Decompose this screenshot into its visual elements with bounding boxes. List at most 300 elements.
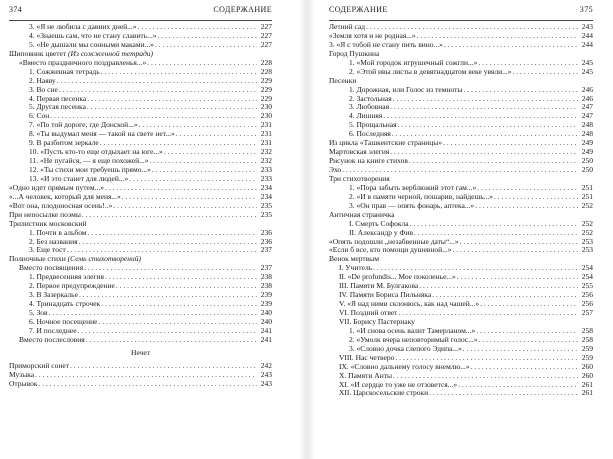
entry-title-text: Полночные стихи — [9, 255, 66, 264]
toc-entry — [9, 238, 272, 247]
toc-entry — [329, 220, 593, 229]
running-title: СОДЕРЖАНИЕ — [329, 5, 388, 14]
entry-title — [29, 175, 128, 184]
entry-title-text: 1. Сожженная тетрадь — [29, 67, 100, 76]
toc-entry — [9, 148, 272, 157]
header-rule — [329, 20, 593, 21]
entry-page-number: 232 — [260, 156, 272, 166]
entry-title — [9, 193, 121, 202]
entry-title-text: «Вместо праздничного поздравленья...» — [19, 58, 147, 67]
entry-title-text: 3. В Зазеркалье — [29, 291, 78, 300]
entry-title — [329, 50, 379, 59]
entry-title — [339, 264, 372, 273]
toc-entry — [9, 121, 272, 130]
dot-leader — [457, 273, 578, 282]
entry-title — [339, 354, 394, 363]
entry-title-text: Античная страничка — [329, 210, 395, 219]
entry-title-text: 1. Предвесенняя элегия — [29, 273, 104, 282]
right-page — [329, 6, 593, 398]
dot-leader — [463, 86, 578, 95]
entry-page-number: 249 — [581, 147, 593, 157]
toc-entry — [329, 121, 593, 130]
entry-page-number: 241 — [260, 325, 272, 335]
dot-leader — [87, 103, 257, 112]
entry-page-number: 230 — [260, 111, 272, 121]
entry-page-number: 233 — [260, 165, 272, 174]
entry-title — [349, 59, 477, 68]
entry-title — [29, 157, 148, 166]
entry-page-number: 241 — [260, 334, 272, 344]
entry-title-text: IV. Памяти Бориса Пильняка — [339, 291, 432, 300]
toc-list — [9, 23, 272, 345]
dot-leader — [35, 371, 257, 380]
dot-leader — [476, 327, 578, 336]
entry-title — [349, 68, 511, 77]
dot-leader — [373, 264, 578, 273]
dot-leader — [479, 336, 578, 345]
entry-title — [329, 77, 356, 86]
entry-page-number: 243 — [260, 369, 272, 379]
toc-entry — [329, 157, 593, 166]
dot-leader — [460, 238, 578, 247]
toc-entry — [329, 345, 593, 354]
toc-entry — [9, 300, 272, 309]
entry-title-text: 7. И последнее — [29, 326, 77, 335]
toc-entry — [9, 23, 272, 32]
dot-leader — [105, 273, 257, 282]
dot-leader — [398, 121, 578, 130]
dot-leader — [78, 327, 257, 336]
entry-title — [29, 318, 97, 327]
entry-page-number: 239 — [260, 290, 272, 300]
dot-leader — [88, 229, 257, 238]
entry-page-number: 255 — [581, 281, 593, 291]
toc-entry — [329, 229, 593, 238]
entry-page-number: 231 — [260, 138, 272, 148]
toc-entry — [329, 175, 593, 184]
toc-entry — [329, 300, 593, 309]
entry-title — [329, 246, 451, 255]
entry-title — [29, 309, 48, 318]
entry-title — [29, 77, 56, 86]
toc-entry — [329, 77, 593, 86]
entry-title — [29, 130, 175, 139]
dot-leader — [390, 148, 578, 157]
toc-entry — [9, 229, 272, 238]
entry-page-number: 237 — [260, 245, 272, 255]
toc-entry — [329, 148, 593, 157]
page-header — [9, 6, 272, 17]
dot-leader — [122, 193, 257, 202]
entry-title-text: 4. Лишняя — [349, 112, 383, 121]
entry-title-text: 3. «Словно дочка слепого Эдипа...» — [349, 344, 462, 353]
entry-title-text: Город Пушкина — [329, 49, 380, 58]
toc-entry — [329, 309, 593, 318]
entry-title-text: Три стихотворения — [329, 174, 390, 183]
entry-title-text: II. «De profundis... Мое поколенье...» — [339, 273, 456, 282]
toc-entry — [329, 112, 593, 121]
entry-title — [29, 41, 154, 50]
toc-entry — [329, 86, 593, 95]
entry-title-text: Вместо послесловия — [19, 335, 85, 344]
entry-title — [29, 238, 78, 247]
toc-entry — [9, 139, 272, 148]
entry-page-number: 252 — [581, 227, 593, 237]
running-title: СОДЕРЖАНИЕ — [213, 5, 272, 14]
entry-title — [349, 220, 409, 229]
entry-title — [29, 23, 137, 32]
entry-title — [329, 211, 395, 220]
entry-title-text: 8. «Ты выдумал меня — такой на свете нет...» — [29, 130, 175, 139]
entry-title — [349, 229, 413, 238]
entry-title — [339, 363, 470, 372]
entry-title — [29, 103, 86, 112]
entry-page-number: 247 — [581, 111, 593, 121]
entry-page-number: 251 — [581, 191, 593, 201]
toc-entry — [9, 309, 272, 318]
page-number: 375 — [579, 5, 593, 14]
toc-entry — [9, 282, 272, 291]
dot-leader — [82, 211, 257, 220]
toc-entry — [9, 32, 272, 41]
entry-page-number: 252 — [581, 218, 593, 228]
toc-entry — [329, 372, 593, 381]
entry-title-text: 3. «Я не любила с давних дней...» — [29, 23, 137, 31]
dot-leader — [410, 220, 578, 229]
entry-title — [329, 139, 442, 148]
entry-page-number: 258 — [581, 334, 593, 344]
dot-leader — [392, 130, 578, 139]
dot-leader — [390, 103, 578, 112]
entry-title-text: I. Учитель — [339, 264, 373, 273]
entry-title-text: 6. Последняя — [349, 130, 391, 139]
entry-title-text: 4. «Знаешь сам, что не стану славить...» — [29, 31, 157, 40]
entry-title-text: XI. «И сердце то уже не отзовется...» — [339, 380, 458, 389]
entry-page-number: 259 — [581, 343, 593, 353]
entry-page-number: 260 — [581, 361, 593, 371]
toc-entry — [329, 41, 593, 50]
page-number: 374 — [9, 5, 23, 14]
entry-title — [29, 246, 66, 255]
entry-title-text: «Земля хотя и не родная...» — [329, 31, 416, 40]
entry-title-text: 2. Без названия — [29, 237, 78, 246]
entry-title-text: Песенки — [329, 76, 357, 85]
entry-page-number: 253 — [581, 236, 593, 246]
entry-title — [29, 121, 138, 130]
toc-entry — [329, 264, 593, 273]
entry-title-text: Венок мертвым — [329, 255, 379, 264]
entry-title — [349, 112, 382, 121]
entry-title-text: Рисунок на книге стихов — [329, 157, 408, 166]
toc-list — [329, 23, 593, 398]
entry-page-number: 252 — [581, 200, 593, 210]
entry-title — [19, 264, 83, 273]
entry-title — [349, 345, 462, 354]
entry-title-text: 12. «Ты стихи мои требуешь прямо...» — [29, 166, 151, 174]
entry-title — [29, 327, 77, 336]
toc-entry — [329, 246, 593, 255]
dot-leader — [49, 309, 257, 318]
dot-leader — [59, 86, 257, 95]
dot-leader — [157, 32, 257, 41]
entry-subtitle: (Семь стихотворений) — [65, 255, 141, 264]
entry-title-text: 6. Ночное посещение — [29, 317, 98, 326]
entry-page-number: 231 — [260, 129, 272, 139]
entry-page-number: 250 — [581, 156, 593, 166]
toc-entry — [329, 211, 593, 220]
entry-page-number: 227 — [260, 30, 272, 40]
entry-page-number: 243 — [260, 378, 272, 388]
book-gutter — [299, 0, 315, 459]
entry-title-text: 11. «Не пугайся, — я еще похожей...» — [29, 157, 149, 166]
toc-entry — [9, 77, 272, 86]
entry-title-text: 5. Другая песенка — [29, 103, 86, 112]
entry-title — [329, 148, 389, 157]
entry-title-text: V. «Я над ними склонюсь, как над чашей...» — [339, 300, 480, 309]
entry-page-number: 261 — [581, 388, 593, 398]
entry-title-text: Отрывок — [9, 379, 38, 388]
dot-leader — [67, 246, 257, 255]
entry-page-number: 232 — [260, 147, 272, 157]
entry-title — [349, 336, 478, 345]
entry-subtitle: (Из сожженной тетради) — [66, 49, 154, 58]
dot-leader — [155, 41, 257, 50]
toc-entry — [9, 246, 272, 255]
dot-leader — [101, 300, 257, 309]
dot-leader — [471, 363, 578, 372]
entry-page-number: 229 — [260, 75, 272, 85]
toc-entry — [329, 282, 593, 291]
entry-title-text: 6. Сон — [29, 112, 50, 121]
entry-title-text: 2. «Этой ивы листы в девятнадцатом веке увяли...» — [349, 67, 512, 76]
entry-page-number: 250 — [581, 165, 593, 174]
entry-title — [329, 41, 443, 50]
entry-page-number: 234 — [260, 191, 272, 201]
entry-title — [29, 139, 99, 148]
entry-title-text: 5. Зов — [29, 309, 48, 317]
entry-title — [9, 255, 141, 264]
toc-entry — [9, 211, 272, 220]
dot-leader — [443, 139, 578, 148]
toc-entry — [9, 41, 272, 50]
entry-title — [339, 300, 479, 309]
entry-page-number: 229 — [260, 84, 272, 94]
entry-title-text: VII. Борису Пастернаку — [339, 317, 415, 326]
entry-title-text: 1. «Мой городок игрушечный сожгли...» — [349, 58, 478, 67]
entry-page-number: 245 — [581, 66, 593, 76]
toc-entry — [9, 184, 272, 193]
entry-title — [339, 381, 457, 390]
entry-title-text: 4. Первая песенка — [29, 94, 87, 103]
toc-entry — [9, 95, 272, 104]
dot-leader — [113, 202, 257, 211]
entry-title — [339, 318, 415, 327]
entry-title-text: 13. «И это станет для людей...» — [29, 174, 129, 183]
entry-page-number: 259 — [581, 352, 593, 362]
dot-leader — [176, 130, 257, 139]
toc-entry — [329, 103, 593, 112]
entry-title-text: 7. «По той дороге, где Донской...» — [29, 121, 138, 130]
entry-title — [29, 229, 87, 238]
entry-page-number: 261 — [581, 379, 593, 389]
dot-leader — [366, 23, 578, 32]
toc-entry — [329, 202, 593, 211]
dot-leader — [477, 184, 578, 193]
entry-page-number: 240 — [260, 308, 272, 317]
entry-title — [349, 86, 462, 95]
entry-title-text: II. Александр у Фив — [349, 228, 413, 237]
entry-page-number: 235 — [260, 200, 272, 210]
entry-title-text: Трилистник московский — [9, 219, 87, 228]
entry-page-number: 251 — [581, 182, 593, 192]
dot-leader — [480, 300, 578, 309]
entry-title — [349, 121, 397, 130]
entry-title — [19, 59, 146, 68]
entry-title — [29, 273, 104, 282]
toc-entry — [329, 381, 593, 390]
entry-title-text: 3. Во сне — [29, 85, 58, 94]
toc-entry — [9, 336, 272, 345]
entry-title — [349, 193, 493, 202]
entry-page-number: 247 — [581, 102, 593, 112]
entry-title-text: «Вот она, плодоносная осень!..» — [9, 201, 113, 210]
dot-leader — [494, 193, 578, 202]
entry-title-text: Шиповник цветет — [9, 49, 67, 58]
entry-page-number: 244 — [581, 39, 593, 49]
entry-page-number: 228 — [260, 66, 272, 76]
entry-title-text: X. Памяти Анты — [339, 371, 393, 380]
toc-entry — [9, 86, 272, 95]
dot-leader — [419, 282, 578, 291]
entry-title-text: 5. «Не дышали мы сонными маками...» — [29, 40, 154, 49]
toc-entry — [9, 327, 272, 336]
entry-title — [329, 238, 459, 247]
entry-title-text: «Если б все, кто помощи душевной...» — [329, 246, 452, 255]
dot-leader — [129, 175, 257, 184]
toc-entry — [9, 50, 272, 59]
entry-title-text: 3. «Я с тобой не стану пить вино...» — [329, 40, 443, 49]
entry-title-text: 9. В разбитом зеркале — [29, 139, 99, 148]
toc-entry — [9, 103, 272, 112]
dot-leader — [463, 345, 578, 354]
toc-entry — [9, 362, 272, 371]
entry-title-text: XII. Царскосельские строки — [339, 389, 429, 398]
dot-leader — [452, 246, 578, 255]
entry-title-text: «Одно идет прямым путем...» — [9, 183, 104, 192]
entry-page-number: 227 — [260, 22, 272, 31]
dot-leader — [383, 112, 578, 121]
entry-title — [9, 184, 104, 193]
entry-page-number: 246 — [581, 93, 593, 103]
entry-title — [9, 380, 37, 389]
toc-entry — [329, 32, 593, 41]
toc-entry — [329, 50, 593, 59]
entry-page-number: 238 — [260, 281, 272, 291]
entry-title — [339, 389, 428, 398]
entry-title — [9, 362, 69, 371]
entry-title — [9, 211, 81, 220]
dot-leader — [147, 59, 257, 68]
toc-entry — [9, 68, 272, 77]
entry-page-number: 233 — [260, 173, 272, 183]
dot-leader — [152, 166, 257, 175]
dot-leader — [38, 380, 257, 389]
entry-title-text: 3. «Он прав — опять фонарь, аптека...» — [349, 201, 475, 210]
entry-title-text: IX. «Словно дальнему голосу внемлю...» — [339, 362, 470, 371]
entry-page-number: 237 — [260, 263, 272, 273]
entry-page-number: 240 — [260, 316, 272, 326]
dot-leader — [138, 23, 257, 32]
entry-page-number: 245 — [581, 57, 593, 67]
dot-leader — [101, 68, 257, 77]
entry-page-number: 249 — [581, 138, 593, 148]
entry-page-number: 242 — [260, 360, 272, 370]
entry-page-number: 244 — [581, 30, 593, 40]
section-title: Нечет — [131, 347, 150, 357]
dot-leader — [100, 139, 257, 148]
entry-title-text: 2. Первое предупреждение — [29, 282, 115, 291]
entry-page-number: 229 — [260, 93, 272, 103]
entry-page-number: 257 — [581, 308, 593, 317]
dot-leader — [57, 77, 257, 86]
entry-title — [29, 291, 78, 300]
dot-leader — [414, 229, 578, 238]
toc-entry — [9, 318, 272, 327]
dot-leader — [458, 381, 578, 390]
entry-title — [29, 95, 86, 104]
toc-entry — [329, 318, 593, 327]
dot-leader — [478, 59, 578, 68]
dot-leader — [70, 362, 257, 371]
entry-page-number: 254 — [581, 263, 593, 273]
entry-title — [9, 220, 87, 229]
toc-entry — [9, 371, 272, 380]
entry-page-number: 236 — [260, 236, 272, 246]
dot-leader — [105, 184, 257, 193]
entry-title — [349, 103, 389, 112]
toc-entry — [329, 354, 593, 363]
toc-entry — [329, 193, 593, 202]
dot-leader — [342, 166, 578, 175]
toc-entry — [329, 166, 593, 175]
entry-title-text: 2. «Умолк вчера неповторимый голос...» — [349, 335, 478, 344]
toc-entry — [9, 255, 272, 264]
entry-page-number: 246 — [581, 84, 593, 94]
entry-title — [9, 371, 34, 380]
entry-title — [329, 175, 390, 184]
toc-entry — [9, 157, 272, 166]
toc-entry — [9, 273, 272, 282]
entry-page-number: 258 — [581, 325, 593, 335]
entry-page-number: 260 — [581, 370, 593, 380]
entry-title — [339, 291, 431, 300]
entry-title-text: 1. Дорожная, или Голос из темноты — [349, 85, 463, 94]
entry-title-text: 1. «И снова осень валит Тамерланом...» — [349, 326, 476, 335]
entry-title — [29, 282, 115, 291]
dot-leader — [164, 148, 257, 157]
entry-title — [349, 95, 392, 104]
toc-entry — [329, 327, 593, 336]
dot-leader — [429, 389, 578, 398]
toc-list-after-section — [9, 362, 272, 389]
toc-entry — [9, 264, 272, 273]
dot-leader — [79, 238, 257, 247]
entry-page-number: 256 — [581, 299, 593, 309]
entry-title — [339, 273, 456, 282]
entry-page-number: 254 — [581, 272, 593, 282]
entry-title-text: 10. «Пусть кто-то еще отдыхает на юге...» — [29, 148, 163, 157]
entry-title — [339, 372, 392, 381]
